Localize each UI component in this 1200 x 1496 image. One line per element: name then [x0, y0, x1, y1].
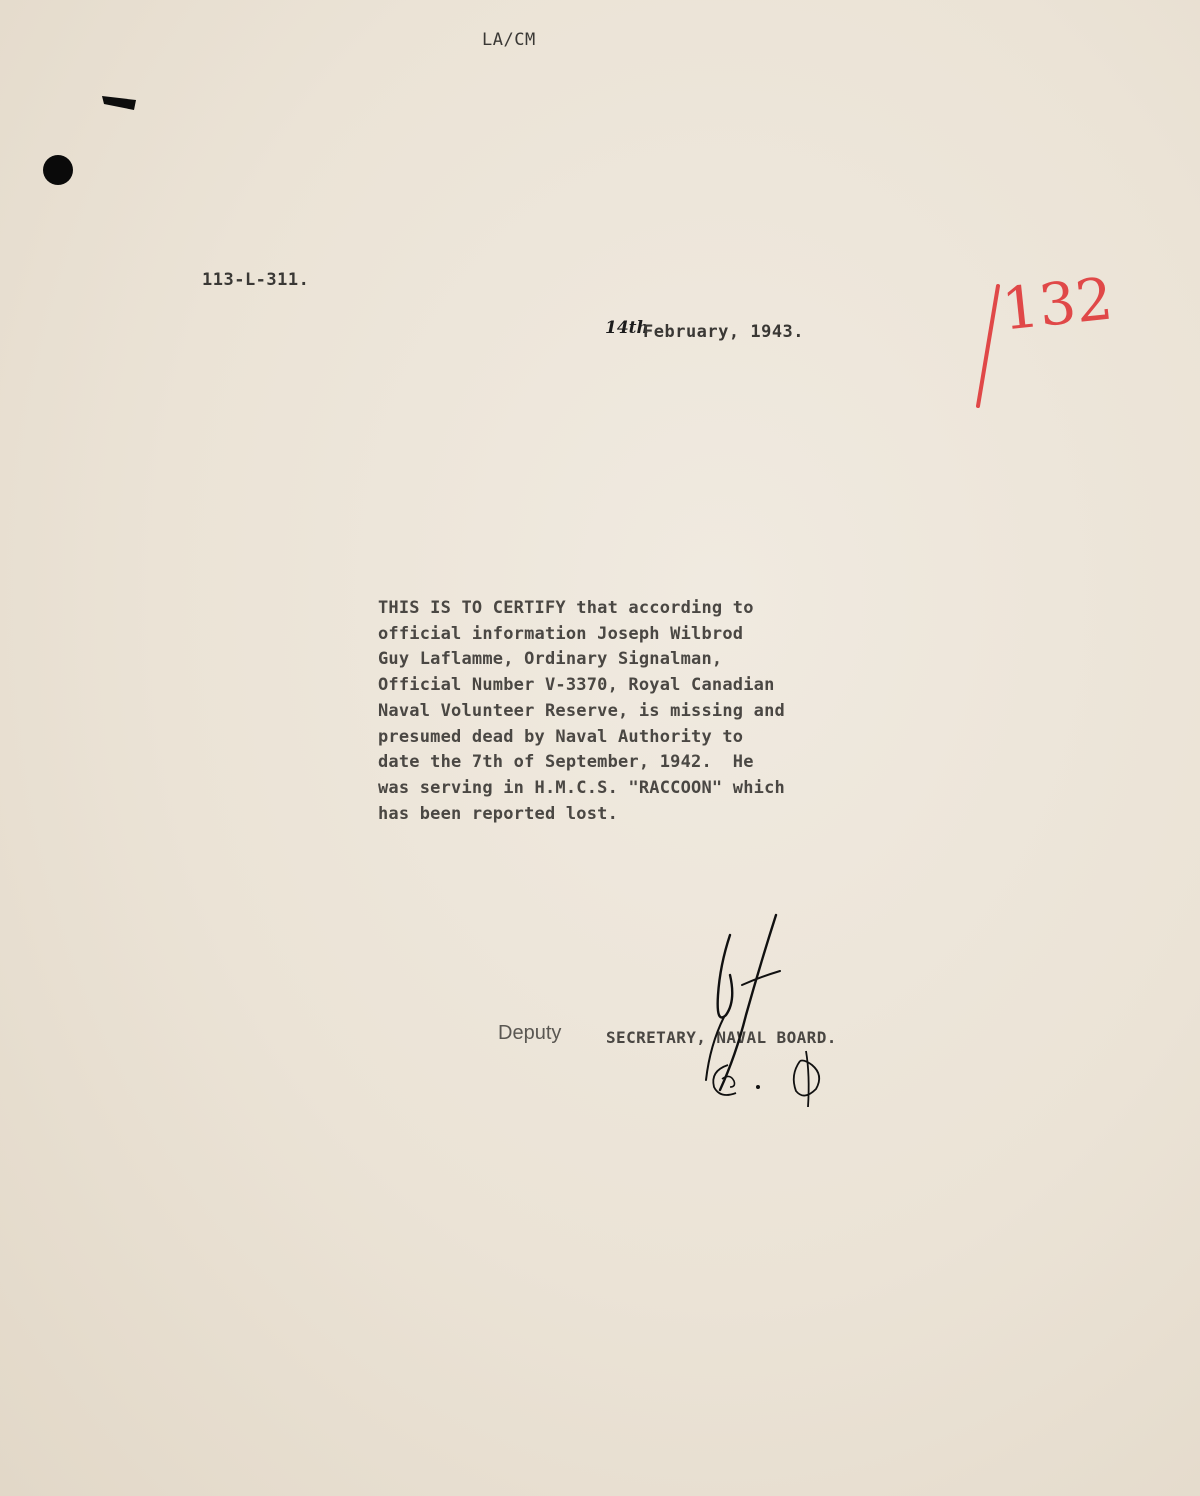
typist-initials: LA/CM	[482, 30, 536, 50]
certificate-line: Naval Volunteer Reserve, is missing and	[378, 700, 785, 721]
certificate-line: date the 7th of September, 1942. He	[378, 752, 754, 773]
signatory-office: SECRETARY, NAVAL BOARD.	[606, 1028, 837, 1047]
file-reference-number: 113-L-311.	[202, 270, 310, 290]
certificate-line: was serving in H.M.C.S. "RACCOON" which	[378, 777, 785, 798]
certificate-line: Guy Laflamme, Ordinary Signalman,	[378, 649, 723, 670]
certificate-body	[378, 596, 898, 827]
certificate-line: has been reported lost.	[378, 803, 619, 824]
punch-hole-mark	[100, 88, 140, 112]
deputy-stamp: Deputy	[498, 1022, 562, 1044]
handwritten-day: 14th	[605, 318, 649, 338]
certificate-line: presumed dead by Naval Authority to	[378, 726, 744, 747]
certificate-line: THIS IS TO CERTIFY that according to	[378, 598, 754, 618]
certificate-line: Official Number V-3370, Royal Canadian	[378, 675, 775, 696]
handwritten-initials	[700, 1045, 850, 1115]
red-page-number: 132	[998, 264, 1116, 344]
certificate-line: official information Joseph Wilbrod	[378, 623, 744, 644]
punch-hole	[40, 152, 76, 188]
typed-date: February, 1943.	[643, 322, 805, 342]
